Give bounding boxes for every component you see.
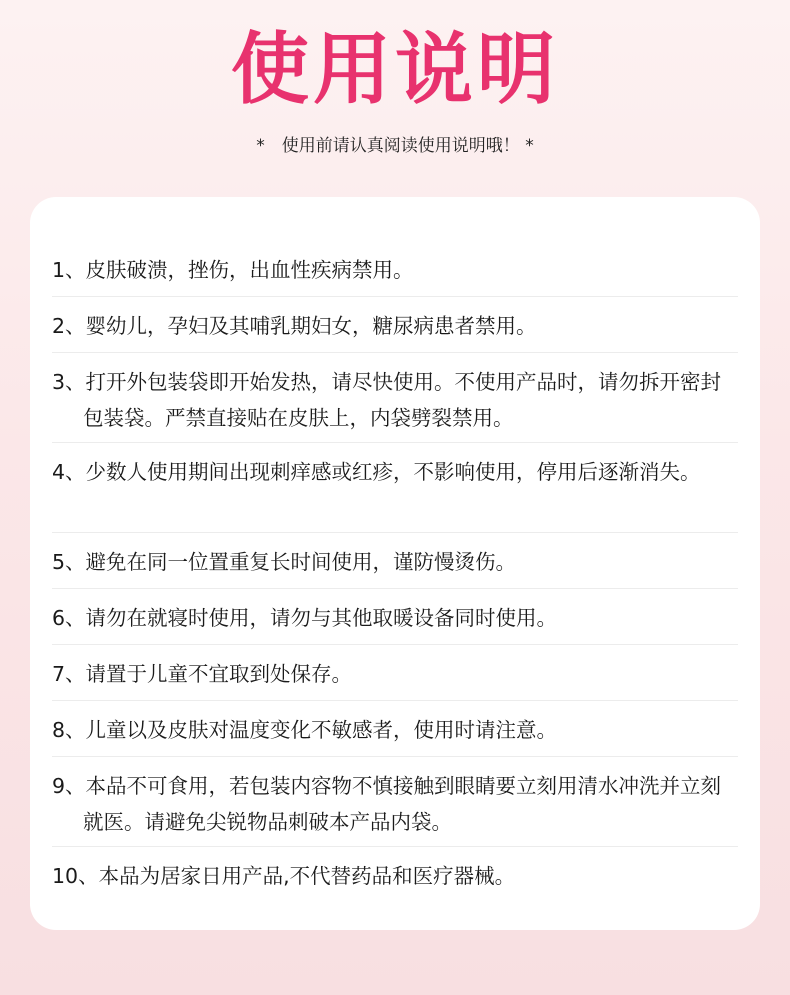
instruction-text: 3、打开外包装袋即开始发热，请尽快使用。不使用产品时，请勿拆开密封包装袋。严禁直接贴在皮肤上，内袋劈裂禁用。: [52, 370, 722, 430]
instruction-text: 1、皮肤破溃，挫伤，出血性疾病禁用。: [52, 258, 414, 282]
instruction-text: 7、请置于儿童不宜取到处保存。: [52, 662, 353, 686]
page-subtitle: * 使用前请认真阅读使用说明哦！ *: [256, 136, 534, 156]
instructions-list: [52, 243, 738, 903]
instruction-item-2: [52, 297, 738, 353]
instruction-item-5: [52, 533, 738, 589]
instruction-text: 2、婴幼儿，孕妇及其哺乳期妇女，糖尿病患者禁用。: [52, 314, 537, 338]
instruction-item-9: [52, 757, 738, 847]
instruction-item-10: [52, 847, 738, 903]
instruction-item-4: [52, 443, 738, 533]
instructions-card: [30, 197, 760, 930]
instruction-item-3: [52, 353, 738, 443]
instruction-text: 4、少数人使用期间出现刺痒感或红疹，不影响使用，停用后逐渐消失。: [52, 460, 701, 484]
instruction-text: 5、避免在同一位置重复长时间使用，谨防慢烫伤。: [52, 550, 517, 574]
instruction-text: 8、儿童以及皮肤对温度变化不敏感者，使用时请注意。: [52, 718, 558, 742]
instruction-item-1: [52, 243, 738, 297]
instruction-text: 9、本品不可食用，若包装内容物不慎接触到眼睛要立刻用清水冲洗并立刻就医。请避免尖锐物品刺破本产品内袋。: [52, 774, 722, 834]
instruction-item-8: [52, 701, 738, 757]
instruction-text: 6、请勿在就寝时使用，请勿与其他取暖设备同时使用。: [52, 606, 558, 630]
instruction-text: 10、本品为居家日用产品,不代替药品和医疗器械。: [52, 864, 516, 888]
page-title: 使用说明: [230, 25, 559, 115]
instruction-item-7: [52, 645, 738, 701]
instruction-item-6: [52, 589, 738, 645]
